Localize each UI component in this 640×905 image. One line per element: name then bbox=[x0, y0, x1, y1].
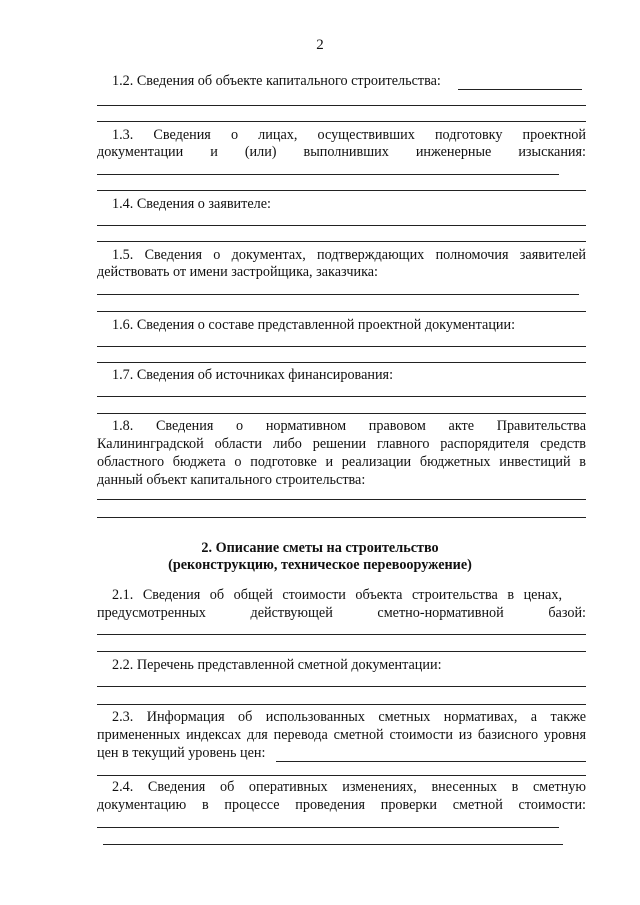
section-1-8-label-cont: данный объект капитального строительства: bbox=[97, 472, 366, 488]
section-1-4-label: 1.4. Сведения о заявителе: bbox=[112, 196, 271, 212]
section-1-8-label-cont: областного бюджета о подготовке и реализации бюджетных инвестиций в bbox=[97, 454, 586, 470]
section-2-subtitle: (реконструкцию, техническое перевооружение) bbox=[168, 557, 472, 573]
section-1-7-fill-line[interactable] bbox=[97, 413, 586, 414]
section-2-4-fill-line[interactable] bbox=[103, 844, 563, 845]
section-1-6-label: 1.6. Сведения о составе представленной проектной документации: bbox=[112, 317, 516, 333]
section-2-3-label: 2.3. Информация об использованных сметных нормативах, а также bbox=[112, 709, 586, 725]
section-1-3-label: 1.3. Сведения о лицах, осуществивших подготовку проектной bbox=[112, 127, 586, 143]
section-1-2-fill-line[interactable] bbox=[97, 105, 586, 106]
section-2-3-label-cont: примененных индексах для перевода сметной стоимости из базисного уровня bbox=[97, 727, 586, 743]
section-1-6-fill-line[interactable] bbox=[97, 346, 586, 347]
section-1-8-fill-line[interactable] bbox=[97, 517, 586, 518]
section-2-3-fill-line[interactable] bbox=[97, 775, 586, 776]
section-2-1-fill-line[interactable] bbox=[97, 651, 586, 652]
section-2-1-label: 2.1. Сведения об общей стоимости объекта строительства в ценах, bbox=[112, 587, 562, 603]
section-1-2-fill-line-inline[interactable] bbox=[458, 89, 582, 90]
section-2-3-fill-line-inline[interactable] bbox=[276, 761, 586, 762]
section-1-6-fill-line[interactable] bbox=[97, 362, 586, 363]
section-1-8-label-cont: Калининградской области либо решении главного распорядителя средств bbox=[97, 436, 586, 452]
section-2-1-fill-line[interactable] bbox=[97, 634, 586, 635]
section-1-3-fill-line[interactable] bbox=[97, 190, 586, 191]
section-1-3-fill-line[interactable] bbox=[97, 174, 559, 175]
section-2-3-label-cont: цен в текущий уровень цен: bbox=[97, 745, 266, 761]
section-1-5-fill-line[interactable] bbox=[97, 311, 586, 312]
section-2-2-label: 2.2. Перечень представленной сметной документации: bbox=[112, 657, 442, 673]
section-2-4-label: 2.4. Сведения об оперативных изменениях, внесенных в сметную bbox=[112, 779, 586, 795]
section-1-5-fill-line[interactable] bbox=[97, 294, 579, 295]
section-1-7-label: 1.7. Сведения об источниках финансирования: bbox=[112, 367, 394, 383]
section-2-4-label-cont: документацию в процессе проведения проверки сметной стоимости: bbox=[97, 797, 586, 813]
section-2-4-fill-line[interactable] bbox=[97, 827, 559, 828]
section-2-1-label-cont: предусмотренных действующей сметно-нормативной базой: bbox=[97, 605, 586, 621]
section-1-2-fill-line[interactable] bbox=[97, 121, 586, 122]
section-1-5-label-cont: действовать от имени застройщика, заказчика: bbox=[97, 264, 378, 280]
section-1-2-label: 1.2. Сведения об объекте капитального строительства: bbox=[112, 73, 441, 89]
section-1-3-label-cont: документации и (или) выполнивших инженерные изыскания: bbox=[97, 144, 586, 160]
section-1-5-label: 1.5. Сведения о документах, подтверждающих полномочия заявителей bbox=[112, 247, 586, 263]
page-number: 2 bbox=[316, 37, 324, 53]
section-1-4-fill-line[interactable] bbox=[97, 241, 586, 242]
section-1-8-fill-line[interactable] bbox=[97, 499, 586, 500]
section-2-title: 2. Описание сметы на строительство bbox=[201, 540, 439, 556]
section-1-4-fill-line[interactable] bbox=[97, 225, 586, 226]
section-1-7-fill-line[interactable] bbox=[97, 396, 586, 397]
section-2-2-fill-line[interactable] bbox=[97, 686, 586, 687]
section-2-2-fill-line[interactable] bbox=[97, 704, 586, 705]
section-1-8-label: 1.8. Сведения о нормативном правовом акте Правительства bbox=[112, 418, 586, 434]
